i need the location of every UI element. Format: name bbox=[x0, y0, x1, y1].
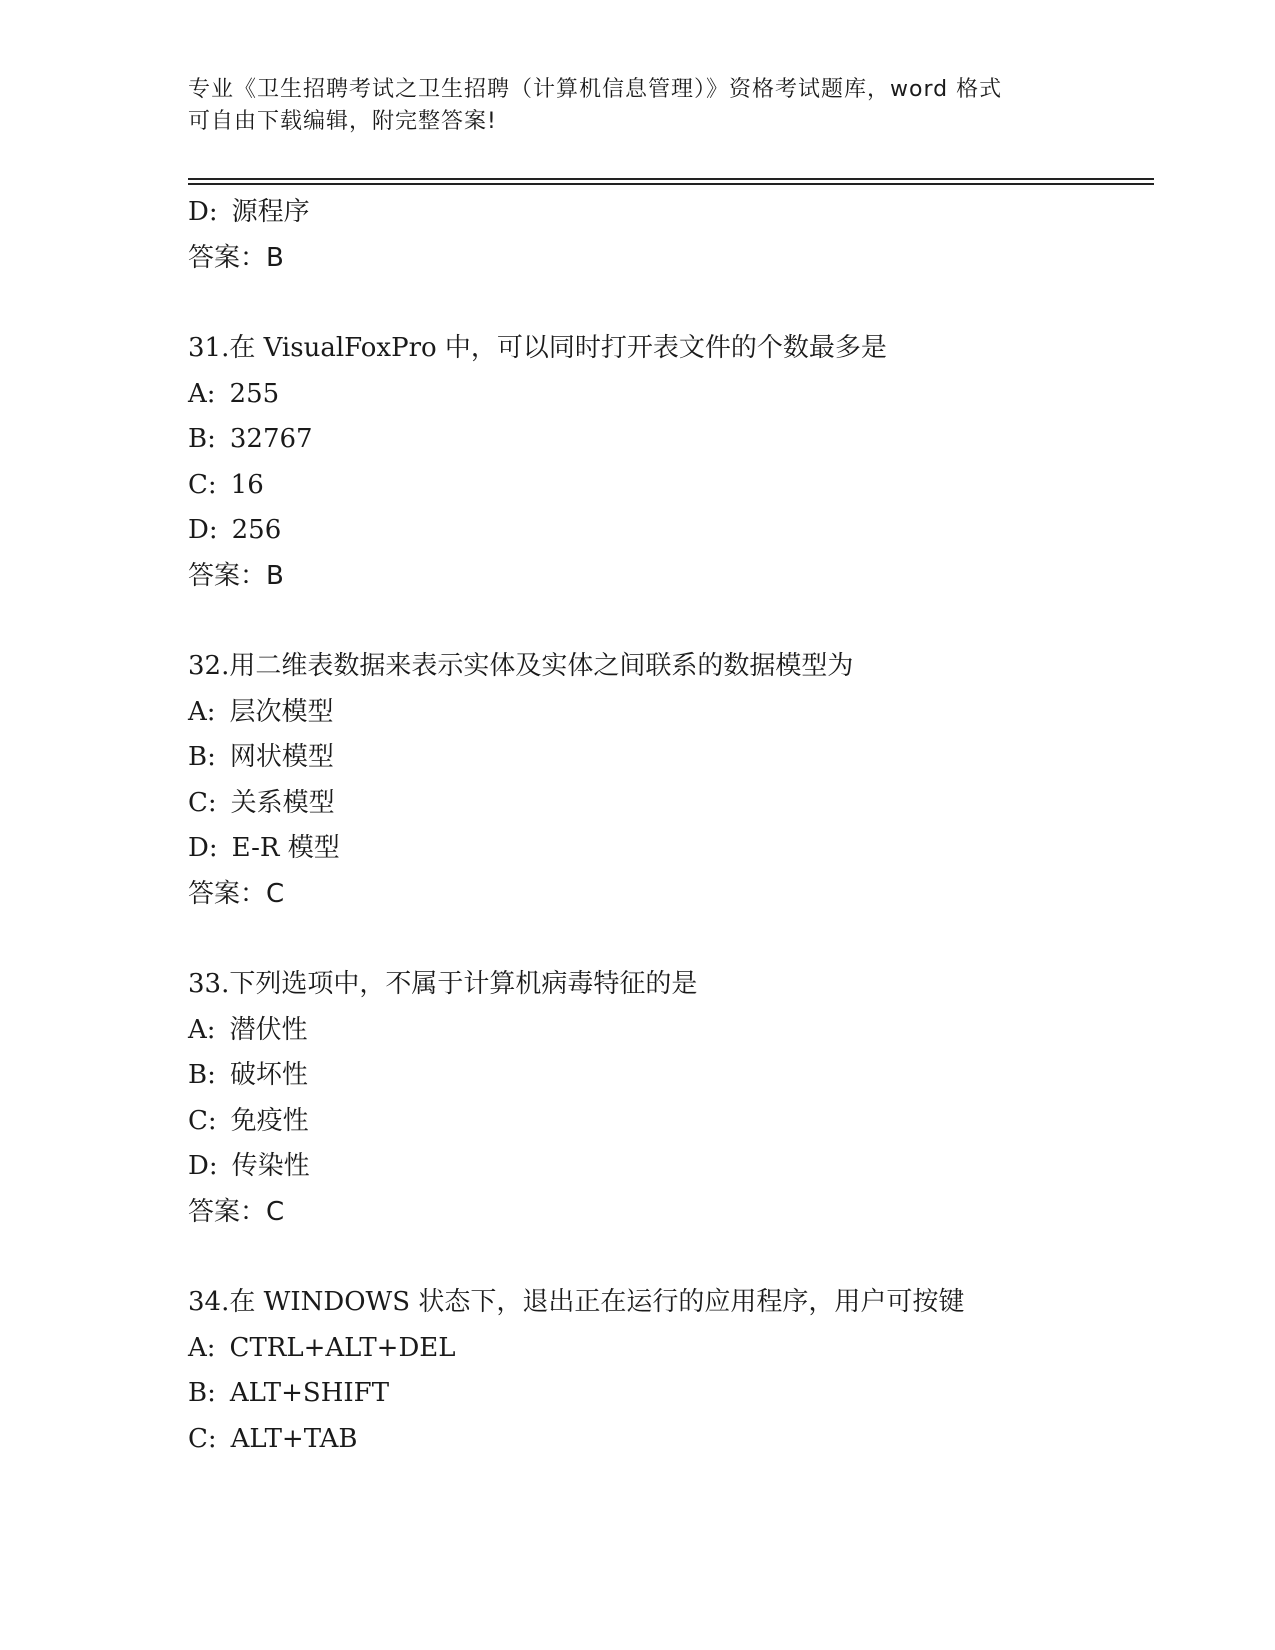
document-header bbox=[188, 74, 1088, 138]
option-text: CTRL+ALT+DEL bbox=[229, 1332, 456, 1363]
option-a bbox=[188, 1326, 1148, 1372]
option-text: 网状模型 bbox=[229, 742, 334, 772]
option-label: B: bbox=[188, 424, 216, 454]
option-label: D: bbox=[188, 833, 218, 863]
answer-line: 答案：B bbox=[188, 242, 284, 273]
option-text: 32767 bbox=[229, 424, 313, 454]
question-31 bbox=[188, 326, 1148, 599]
option-label: C: bbox=[188, 469, 217, 500]
option-text: 255 bbox=[229, 378, 280, 409]
option-text: 256 bbox=[231, 515, 282, 545]
option-label: B: bbox=[188, 742, 216, 772]
question-32 bbox=[188, 644, 1148, 917]
spacer bbox=[188, 599, 1148, 644]
previous-question-tail bbox=[188, 190, 1148, 281]
option-text: 传染性 bbox=[231, 1151, 310, 1181]
option-label: B: bbox=[188, 1378, 216, 1408]
option-a bbox=[188, 372, 1148, 418]
option-d bbox=[188, 508, 1148, 554]
option-text: 免疫性 bbox=[230, 1105, 309, 1136]
option-text: 潜伏性 bbox=[229, 1014, 308, 1045]
option-c bbox=[188, 1417, 1148, 1463]
option-c bbox=[188, 1099, 1148, 1145]
option-a bbox=[188, 690, 1148, 736]
option-text: 16 bbox=[230, 469, 264, 500]
option-b bbox=[188, 417, 1148, 463]
option-c bbox=[188, 781, 1148, 827]
header-divider-bottom bbox=[188, 183, 1154, 185]
option-text: 层次模型 bbox=[229, 696, 334, 727]
option-b bbox=[188, 735, 1148, 781]
option-label: D: bbox=[188, 1151, 218, 1181]
header-line-2: 可自由下载编辑，附完整答案! bbox=[188, 109, 497, 134]
option-label: D: bbox=[188, 515, 218, 545]
option-a bbox=[188, 1008, 1148, 1054]
option-text: 破坏性 bbox=[229, 1060, 308, 1090]
option-text: ALT+SHIFT bbox=[229, 1378, 390, 1408]
question-34 bbox=[188, 1280, 1148, 1462]
option-label: A: bbox=[188, 1332, 216, 1363]
header-line-1: 专业《卫生招聘考试之卫生招聘（计算机信息管理）》资格考试题库，word 格式 bbox=[188, 77, 1003, 102]
question-stem: 33.下列选项中，不属于计算机病毒特征的是 bbox=[188, 969, 698, 999]
option-label: A: bbox=[188, 696, 216, 727]
option-d bbox=[188, 1144, 1148, 1190]
answer-line: 答案：B bbox=[188, 560, 284, 591]
option-label: A: bbox=[188, 1014, 216, 1045]
option-text: 关系模型 bbox=[230, 787, 335, 818]
question-stem: 31.在 VisualFoxPro 中，可以同时打开表文件的个数最多是 bbox=[188, 333, 887, 363]
question-stem: 34.在 WINDOWS 状态下，退出正在运行的应用程序，用户可按键 bbox=[188, 1287, 965, 1317]
option-label: D: bbox=[188, 197, 218, 227]
question-content bbox=[188, 190, 1148, 1462]
option-b bbox=[188, 1371, 1148, 1417]
option-b bbox=[188, 1053, 1148, 1099]
option-label: C: bbox=[188, 1423, 217, 1454]
option-label: B: bbox=[188, 1060, 216, 1090]
answer-line: 答案：C bbox=[188, 878, 285, 909]
option-c bbox=[188, 463, 1148, 509]
option-label: C: bbox=[188, 787, 217, 818]
option-text: ALT+TAB bbox=[230, 1423, 358, 1454]
answer-line: 答案：C bbox=[188, 1196, 285, 1227]
option-label: A: bbox=[188, 378, 216, 409]
spacer bbox=[188, 1235, 1148, 1280]
option-text: E-R 模型 bbox=[231, 833, 340, 863]
question-33 bbox=[188, 962, 1148, 1235]
question-stem: 32.用二维表数据来表示实体及实体之间联系的数据模型为 bbox=[188, 651, 854, 681]
option-text: 源程序 bbox=[231, 197, 310, 227]
header-divider-top bbox=[188, 178, 1154, 180]
spacer bbox=[188, 917, 1148, 962]
option-d bbox=[188, 190, 1148, 236]
option-d bbox=[188, 826, 1148, 872]
spacer bbox=[188, 281, 1148, 326]
option-label: C: bbox=[188, 1105, 217, 1136]
